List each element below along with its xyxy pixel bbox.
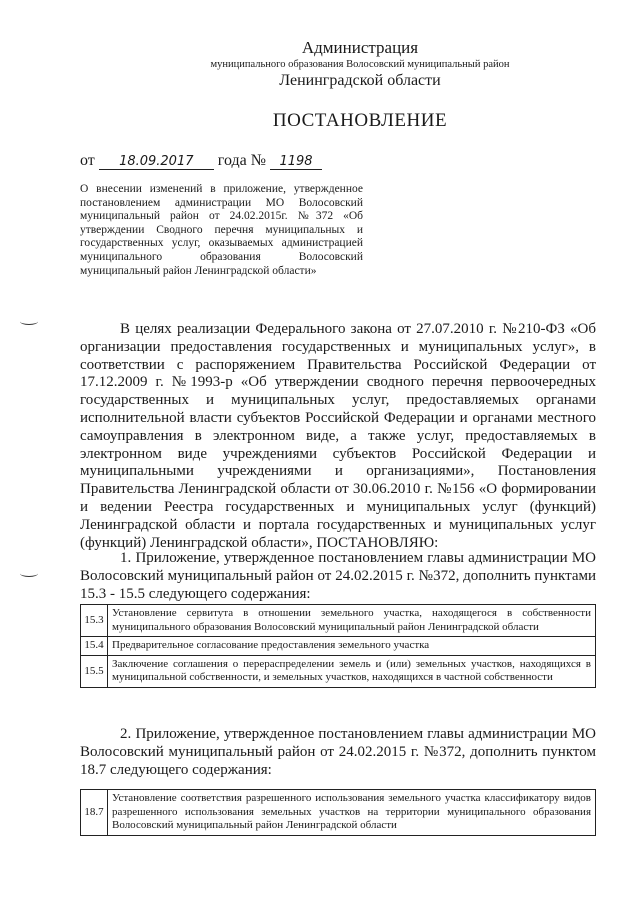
table-row bbox=[81, 790, 596, 836]
handwritten-date: 18.09.2017 bbox=[99, 155, 214, 170]
item2-paragraph: 2. Приложение, утвержденное постановлением главы администрации МО Волосовский муниципальный район от 24.02.2015 г. №372, дополнить пунктом 18.7 следующего содержания: bbox=[80, 726, 596, 778]
dateline-middle: года № bbox=[217, 152, 266, 169]
item1-paragraph: 1. Приложение, утвержденное постановлением главы администрации МО Волосовский муниципальный район от 24.02.2015 г. №372, дополнить пунктами 15.3 - 15.5 следующего содержания: bbox=[80, 550, 596, 602]
subject-text: О внесении изменений в приложение, утвержденное постановлением администрации МО Волосовский муниципальный район от 24.02.2015г. №372 «Об утверждении Сводного перечня муниципальных и государственных услуг, оказываемых администрацией муниципального образования Волосовский муниципальный район Ленинградской области» bbox=[80, 183, 363, 277]
row-number: 15.5 bbox=[81, 655, 108, 687]
document-subject bbox=[80, 183, 363, 278]
row-number: 15.4 bbox=[81, 637, 108, 656]
binder-mark-icon bbox=[20, 318, 38, 325]
table-row bbox=[81, 655, 596, 687]
table-row bbox=[81, 637, 596, 656]
header-administration: Администрация bbox=[301, 38, 419, 57]
row-number: 15.3 bbox=[81, 605, 108, 637]
header-municipality: муниципального образования Волосовский муниципальный район bbox=[210, 59, 510, 70]
preamble-paragraph: В целях реализации Федерального закона от 27.07.2010 г. №210-ФЗ «Об организации предоставления государственных и муниципальных услуг», в соответствии с распоряжением Правительства Российской Федерации от 17.12.2009 г. №1993-р «Об утверждении сводного перечня первоочередных государственных и муниципальных услуг, предоставляемых органами исполнительной власти субъектов Российской Федерации и органами местного самоуправления в электронном виде, а также услуг, предоставляемых в электронном виде учреждениями субъектов Российской Федерации и муниципальными учреждениями и организациями», Постановления Правительства Ленинградской области от 30.06.2010 г. №156 «О формировании и ведении Реестра государственных и муниципальных услуг (функций) Ленинградской области и портала государственных и муниципальных услуг (функций) Ленинградской области», ПОСТАНОВЛЯЮ: bbox=[80, 321, 596, 551]
table-items-15 bbox=[80, 604, 596, 688]
header-region: Ленинградской области bbox=[279, 72, 441, 89]
row-text: Заключение соглашения о перераспределении земель и (или) земельных участков, находящихся в муниципальной собственности, и земельных участков, находящихся в частной собственности bbox=[108, 655, 596, 687]
handwritten-number: 1198 bbox=[270, 155, 322, 170]
dateline bbox=[80, 152, 322, 170]
row-text: Предварительное согласование предоставления земельного участка bbox=[108, 637, 596, 656]
document-title: ПОСТАНОВЛЕНИЕ bbox=[272, 110, 448, 131]
row-number: 18.7 bbox=[81, 790, 108, 836]
dateline-prefix: от bbox=[80, 152, 95, 169]
binder-mark-icon bbox=[20, 570, 38, 577]
table-row bbox=[81, 605, 596, 637]
table-item-18 bbox=[80, 789, 596, 836]
row-text: Установление сервитута в отношении земельного участка, находящегося в собственности муниципального образования Волосовский муниципальный район Ленинградской области bbox=[108, 605, 596, 637]
row-text: Установление соответствия разрешенного использования земельного участка классификатору видов разрешенного использования земельных участков на территории муниципального образования Волосовский муниципальный район Ленинградской области bbox=[108, 790, 596, 836]
